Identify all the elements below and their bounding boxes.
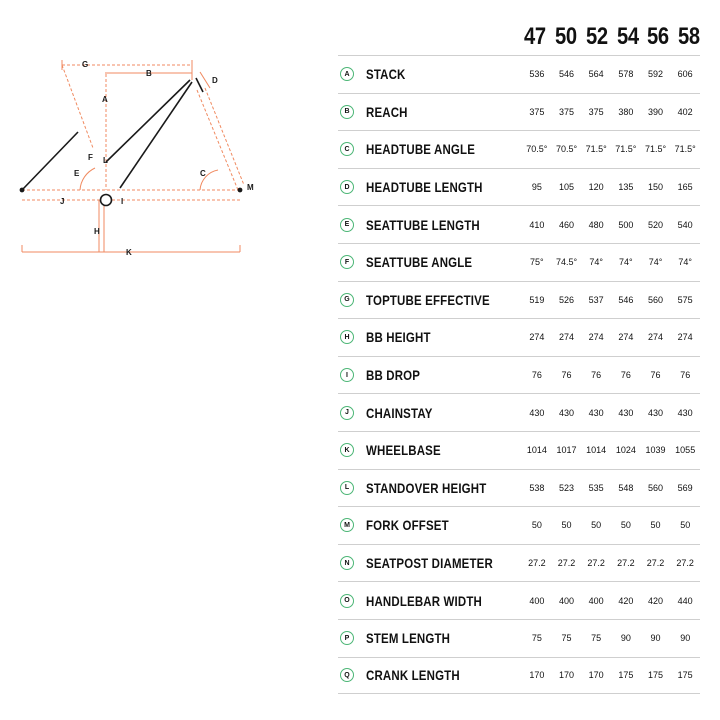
spec-value: 546 [618, 294, 634, 305]
spec-value: 76 [561, 370, 572, 381]
spec-value: 74° [678, 257, 692, 268]
spec-value: 170 [588, 670, 604, 681]
spec-value: 519 [529, 294, 545, 305]
spec-value: 548 [618, 482, 634, 493]
spec-row [338, 469, 700, 507]
spec-value: 150 [648, 182, 664, 193]
spec-row [338, 431, 700, 469]
spec-values [522, 483, 700, 493]
spec-value: 430 [529, 407, 545, 418]
spec-letter-badge: O [340, 594, 354, 608]
spec-value: 70.5° [555, 144, 578, 155]
spec-letter-badge: M [340, 518, 354, 532]
spec-value: 560 [648, 482, 664, 493]
spec-row [338, 619, 700, 657]
spec-value: 460 [558, 219, 575, 230]
spec-value: 430 [588, 407, 604, 418]
spec-label: CRANK LENGTH [366, 667, 460, 684]
spec-value: 1014 [586, 445, 607, 456]
spec-letter-badge: E [340, 218, 354, 232]
spec-row [338, 506, 700, 544]
spec-value: 175 [677, 670, 693, 681]
spec-row [338, 356, 700, 394]
spec-value: 135 [618, 182, 634, 193]
spec-value: 575 [677, 294, 693, 305]
diagram-label-j: J [60, 197, 65, 206]
spec-value: 71.5° [615, 144, 637, 155]
diagram-label-m: M [247, 183, 254, 192]
spec-value: 27.2 [676, 558, 694, 569]
spec-value: 606 [677, 69, 693, 80]
spec-value: 76 [531, 370, 542, 381]
spec-values [522, 408, 700, 418]
spec-values [522, 633, 700, 643]
spec-letter-badge: D [340, 180, 354, 194]
spec-value: 27.2 [557, 558, 576, 569]
spec-label: BB HEIGHT [366, 329, 431, 346]
spec-value: 1014 [526, 445, 547, 456]
spec-letter-badge: H [340, 330, 354, 344]
spec-value: 175 [618, 670, 634, 681]
spec-label: CHAINSTAY [366, 404, 433, 421]
spec-value: 274 [677, 332, 693, 343]
spec-value: 1017 [556, 445, 577, 456]
spec-value: 274 [588, 332, 604, 343]
diagram-label-l: L [103, 156, 108, 165]
spec-values [522, 107, 700, 117]
spec-values [522, 220, 700, 230]
size-header: 56 [647, 23, 670, 50]
spec-values [522, 257, 700, 267]
spec-value: 274 [558, 332, 575, 343]
diagram-label-i: I [121, 197, 124, 206]
spec-value: 50 [531, 520, 542, 531]
spec-value: 536 [529, 69, 545, 80]
spec-label: SEATPOST DIAMETER [366, 555, 493, 572]
geometry-spec-table [338, 55, 700, 694]
spec-value: 402 [677, 106, 693, 117]
spec-value: 400 [588, 595, 604, 606]
spec-label: STANDOVER HEIGHT [366, 479, 487, 496]
spec-value: 105 [558, 182, 575, 193]
spec-label: SEATTUBE LENGTH [366, 216, 480, 233]
spec-value: 74.5° [555, 257, 578, 268]
spec-letter-badge: I [340, 368, 354, 382]
spec-value: 500 [618, 219, 634, 230]
spec-value: 546 [558, 69, 575, 80]
spec-value: 95 [531, 182, 542, 193]
spec-value: 74° [619, 257, 633, 268]
spec-value: 520 [648, 219, 664, 230]
spec-value: 75 [561, 633, 572, 644]
spec-value: 27.2 [587, 558, 605, 569]
spec-label: STEM LENGTH [366, 630, 451, 647]
spec-label: HEADTUBE LENGTH [366, 179, 483, 196]
spec-value: 430 [558, 407, 575, 418]
spec-row [338, 393, 700, 431]
spec-value: 90 [650, 633, 661, 644]
spec-label: TOPTUBE EFFECTIVE [366, 291, 490, 308]
spec-values [522, 295, 700, 305]
spec-value: 74° [589, 257, 603, 268]
spec-value: 564 [588, 69, 604, 80]
spec-row [338, 657, 700, 695]
spec-values [522, 596, 700, 606]
spec-value: 1024 [615, 445, 636, 456]
spec-value: 75 [591, 633, 602, 644]
spec-value: 1055 [675, 445, 696, 456]
spec-value: 71.5° [585, 144, 607, 155]
size-header: 50 [554, 23, 577, 50]
spec-value: 430 [648, 407, 664, 418]
spec-value: 440 [677, 595, 693, 606]
diagram-label-b: B [146, 69, 152, 78]
spec-value: 1039 [645, 445, 666, 456]
spec-value: 420 [648, 595, 664, 606]
spec-values [522, 670, 700, 680]
spec-row [338, 281, 700, 319]
spec-letter-badge: B [340, 105, 354, 119]
spec-label: BB DROP [366, 367, 421, 384]
spec-row [338, 205, 700, 243]
diagram-label-k: K [126, 248, 132, 257]
spec-letter-badge: Q [340, 668, 354, 682]
spec-value: 76 [650, 370, 661, 381]
size-header: 58 [678, 23, 700, 50]
spec-value: 375 [529, 106, 545, 117]
spec-row [338, 243, 700, 281]
spec-value: 50 [561, 520, 572, 531]
spec-letter-badge: K [340, 443, 354, 457]
spec-value: 27.2 [646, 558, 665, 569]
spec-value: 71.5° [674, 144, 696, 155]
spec-value: 75 [531, 633, 542, 644]
spec-value: 90 [620, 633, 631, 644]
spec-label: FORK OFFSET [366, 517, 449, 534]
spec-value: 76 [620, 370, 631, 381]
spec-letter-badge: L [340, 481, 354, 495]
spec-letter-badge: A [340, 67, 354, 81]
spec-value: 27.2 [617, 558, 635, 569]
spec-values [522, 558, 700, 568]
spec-letter-badge: P [340, 631, 354, 645]
spec-label: WHEELBASE [366, 442, 441, 459]
spec-value: 175 [648, 670, 664, 681]
spec-value: 50 [591, 520, 602, 531]
spec-row [338, 581, 700, 619]
size-header: 52 [585, 23, 608, 50]
spec-value: 523 [558, 482, 575, 493]
diagram-label-h: H [94, 227, 100, 236]
spec-value: 375 [558, 106, 575, 117]
spec-values [522, 69, 700, 79]
spec-letter-badge: N [340, 556, 354, 570]
spec-letter-badge: C [340, 142, 354, 156]
frame-geometry-diagram [0, 40, 260, 280]
spec-letter-badge: J [340, 406, 354, 420]
spec-value: 430 [677, 407, 693, 418]
spec-value: 592 [648, 69, 664, 80]
spec-value: 120 [588, 182, 604, 193]
spec-value: 390 [648, 106, 664, 117]
spec-value: 27.2 [528, 558, 546, 569]
spec-value: 170 [529, 670, 545, 681]
spec-value: 76 [591, 370, 602, 381]
spec-value: 535 [588, 482, 604, 493]
spec-values [522, 182, 700, 192]
spec-value: 560 [648, 294, 664, 305]
spec-label: SEATTUBE ANGLE [366, 254, 473, 271]
spec-value: 400 [529, 595, 545, 606]
spec-row [338, 93, 700, 131]
size-header-row [522, 20, 702, 54]
spec-row [338, 55, 700, 93]
size-header: 47 [524, 23, 546, 50]
spec-value: 165 [677, 182, 693, 193]
spec-value: 75° [530, 257, 544, 268]
spec-value: 526 [558, 294, 575, 305]
spec-value: 274 [529, 332, 545, 343]
spec-value: 76 [680, 370, 691, 381]
spec-value: 274 [618, 332, 634, 343]
spec-value: 480 [588, 219, 604, 230]
spec-value: 430 [618, 407, 634, 418]
spec-label: HEADTUBE ANGLE [366, 141, 476, 158]
spec-values [522, 520, 700, 530]
spec-value: 50 [680, 520, 691, 531]
spec-value: 410 [529, 219, 545, 230]
spec-values [522, 445, 700, 455]
spec-values [522, 144, 700, 154]
spec-value: 90 [680, 633, 691, 644]
spec-value: 569 [677, 482, 693, 493]
spec-values [522, 370, 700, 380]
spec-value: 50 [650, 520, 661, 531]
spec-value: 540 [677, 219, 693, 230]
spec-values [522, 332, 700, 342]
spec-value: 70.5° [526, 144, 548, 155]
spec-label: STACK [366, 66, 406, 83]
spec-value: 50 [620, 520, 631, 531]
spec-value: 375 [588, 106, 604, 117]
diagram-label-f: F [88, 153, 93, 162]
diagram-label-a: A [102, 95, 108, 104]
diagram-label-d: D [212, 76, 218, 85]
spec-value: 537 [588, 294, 604, 305]
spec-value: 400 [558, 595, 575, 606]
spec-value: 538 [529, 482, 545, 493]
spec-value: 71.5° [644, 144, 667, 155]
spec-row [338, 544, 700, 582]
spec-value: 420 [618, 595, 634, 606]
spec-label: REACH [366, 103, 408, 120]
spec-letter-badge: F [340, 255, 354, 269]
spec-value: 170 [558, 670, 575, 681]
spec-label: HANDLEBAR WIDTH [366, 592, 482, 609]
spec-value: 74° [648, 257, 663, 268]
diagram-label-g: G [82, 60, 89, 69]
diagram-label-c: C [200, 169, 206, 178]
spec-value: 578 [618, 69, 634, 80]
diagram-label-e: E [74, 169, 80, 178]
size-header: 54 [616, 23, 639, 50]
spec-row [338, 318, 700, 356]
spec-value: 380 [618, 106, 634, 117]
spec-row [338, 130, 700, 168]
spec-value: 274 [648, 332, 664, 343]
spec-letter-badge: G [340, 293, 354, 307]
spec-row [338, 168, 700, 206]
